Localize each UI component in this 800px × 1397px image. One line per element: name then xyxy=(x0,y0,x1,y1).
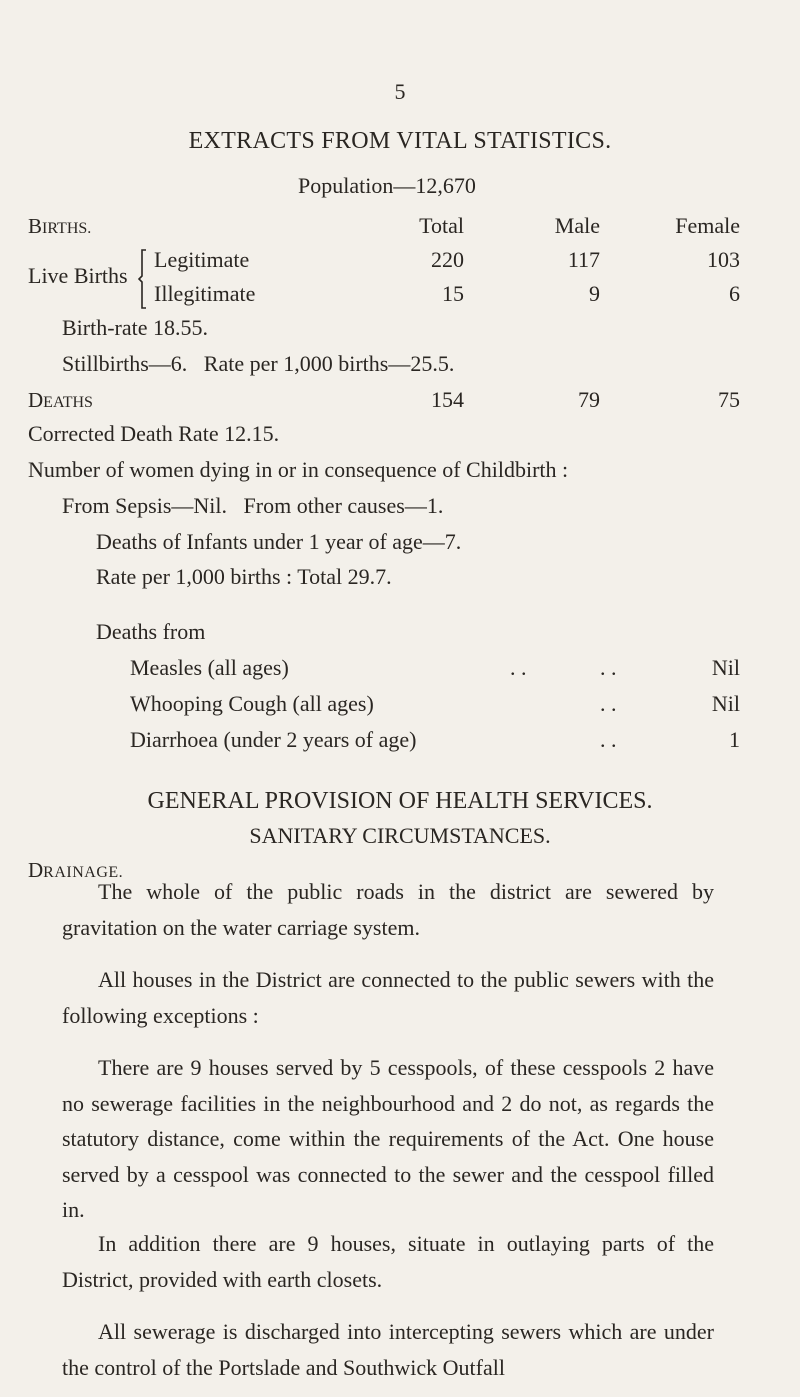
page-number: 5 xyxy=(394,79,406,104)
brace-icon xyxy=(138,246,150,312)
cause-whooping-cough: Whooping Cough (all ages) xyxy=(130,691,374,716)
infant-rate-line: Rate per 1,000 births : Total 29.7. xyxy=(96,564,392,589)
legitimate-label: Legitimate xyxy=(154,247,250,272)
deaths-female: 75 xyxy=(718,387,740,412)
cause-measles-value: Nil xyxy=(711,655,740,680)
deaths-from: Deaths from xyxy=(96,619,206,644)
cause-diarrhoea-dots: . . xyxy=(600,727,617,752)
health-services-heading: GENERAL PROVISION OF HEALTH SERVICES. xyxy=(147,788,653,814)
cause-whooping-cough-dots: . . xyxy=(600,691,617,716)
corrected-death-rate: Corrected Death Rate 12.15. xyxy=(28,421,280,446)
paragraph-cesspools: There are 9 houses served by 5 cesspools, of these cesspools 2 have no sewerage facilities in the neighbourhood and 2 do not, as regards the statutory distance, come within the requirements of the Act. One house served by a cesspool was connected to the sewer and the cesspool filled in. xyxy=(62,1055,714,1222)
illegitimate-female: 6 xyxy=(729,281,740,306)
paragraph-sewerage: All sewerage is discharged into intercepting sewers which are under the control of the Portslade and Southwick Outfall xyxy=(62,1319,714,1380)
stillbirths: Stillbirths—6. Rate per 1,000 births—25.5. xyxy=(62,351,455,376)
cause-diarrhoea: Diarrhoea (under 2 years of age) xyxy=(130,727,417,752)
cause-measles-dots: . . xyxy=(510,655,527,680)
sanitary-subheading: SANITARY CIRCUMSTANCES. xyxy=(249,823,551,848)
cause-measles-dots-2: . . xyxy=(600,655,617,680)
column-header-male: Male xyxy=(554,213,600,238)
paragraph-earth-closets: In addition there are 9 houses, situate in outlaying parts of the District, provided with earth closets. xyxy=(62,1231,714,1292)
birth-rate: Birth-rate 18.55. xyxy=(62,315,209,340)
legitimate-female: 103 xyxy=(707,247,740,272)
illegitimate-total: 15 xyxy=(442,281,464,306)
live-births-label: Live Births xyxy=(28,263,128,288)
infants-line: Deaths of Infants under 1 year of age—7. xyxy=(96,529,462,554)
legitimate-male: 117 xyxy=(567,247,600,272)
column-header-total: Total xyxy=(419,213,464,238)
cause-whooping-cough-value: Nil xyxy=(711,691,740,716)
illegitimate-male: 9 xyxy=(589,281,600,306)
paragraph-houses-connected: All houses in the District are connected to the public sewers with the following exceptions : xyxy=(62,967,714,1028)
births-label: BIRTHS. xyxy=(28,214,92,238)
drainage-label: DRAINAGE. xyxy=(28,858,124,882)
illegitimate-label: Illegitimate xyxy=(154,281,256,306)
vital-statistics-heading: EXTRACTS FROM VITAL STATISTICS. xyxy=(188,128,612,154)
deaths-total: 154 xyxy=(431,387,464,412)
cause-diarrhoea-value: 1 xyxy=(729,727,740,752)
paragraph-roads: The whole of the public roads in the district are sewered by gravitation on the water carriage system. xyxy=(62,879,714,940)
population: Population—12,670 xyxy=(298,173,476,198)
deaths-male: 79 xyxy=(578,387,600,412)
legitimate-total: 220 xyxy=(431,247,464,272)
column-header-female: Female xyxy=(675,213,740,238)
sepsis-line: From Sepsis—Nil. From other causes—1. xyxy=(62,493,444,518)
childbirth-line: Number of women dying in or in consequence of Childbirth : xyxy=(28,457,569,482)
cause-measles: Measles (all ages) xyxy=(130,655,289,680)
deaths-label: DEATHS xyxy=(28,388,93,412)
